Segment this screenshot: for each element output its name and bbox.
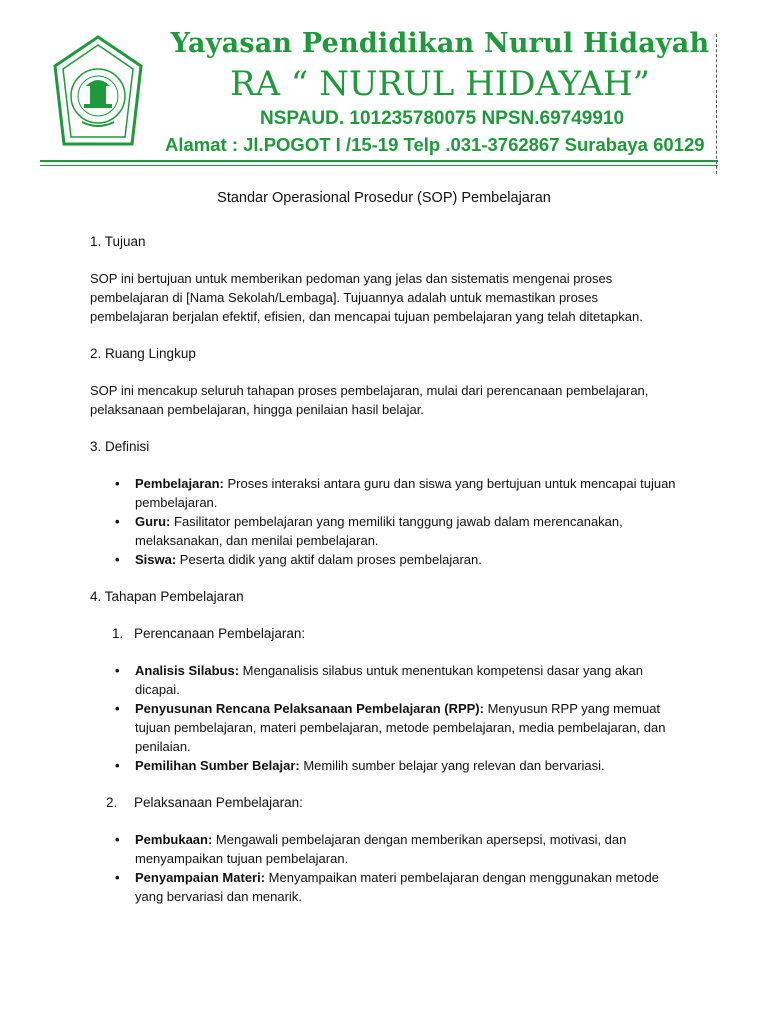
perencanaan-list [90, 661, 680, 775]
term-desc: Menganalisis silabus untuk menentukan kompetensi dasar yang akan dicapai. [135, 663, 644, 697]
term: Penyampaian Materi: [135, 870, 266, 885]
term: Analisis Silabus: [135, 663, 240, 678]
section-text-tujuan: SOP ini bertujuan untuk memberikan pedoman yang jelas dan sistematis mengenai proses pembelajaran di [Nama Sekolah/Lembaga]. Tujuannya adalah untuk memastikan proses pembelajaran berjalan efektif, efisien, dan mencapai tujuan pembelajaran yang telah ditetapkan. [90, 271, 643, 324]
letterhead-rule-thin [40, 165, 718, 166]
subheading-number: 2. [106, 795, 118, 810]
term: Pembelajaran: [135, 476, 224, 491]
school-ids: NSPAUD. 101235780075 NPSN.69749910 [260, 108, 625, 129]
term: Pembukaan: [135, 832, 213, 847]
letterhead-rule [40, 160, 718, 162]
list-item [135, 868, 680, 906]
list-item [135, 756, 680, 775]
subheading-label: Pelaksanaan Pembelajaran: [134, 795, 303, 810]
term-desc: Mengawali pembelajaran dengan memberikan apersepsi, motivasi, dan menyampaikan tujuan pembelajaran. [135, 832, 627, 866]
school-name: RA “ NURUL HIDAYAH” [229, 64, 651, 104]
subheading-perencanaan [112, 624, 680, 643]
term-desc: Proses interaksi antara guru dan siswa yang bertujuan untuk mencapai tujuan pembelajaran. [135, 476, 676, 510]
school-address: Alamat : Jl.POGOT I /15-19 Telp .031-3762867 Surabaya 60129 [165, 134, 705, 155]
document-title: Standar Operasional Prosedur (SOP) Pembelajaran [217, 190, 551, 206]
subheading-number: 1. [112, 626, 124, 641]
subheading-label: Perencanaan Pembelajaran: [134, 626, 306, 641]
pelaksanaan-list [90, 830, 680, 906]
section-heading-tahapan: 4. Tahapan Pembelajaran [90, 589, 244, 604]
term-desc: Memilih sumber belajar yang relevan dan bervariasi. [299, 758, 605, 773]
term-desc: Menyusun RPP yang memuat tujuan pembelajaran, materi pembelajaran, metode pembelajaran, media pembelajaran, dan penilaian. [135, 701, 666, 754]
list-item [135, 512, 680, 550]
term: Guru: [135, 514, 171, 529]
document-body [90, 232, 680, 924]
section-heading-definisi: 3. Definisi [90, 439, 150, 454]
foundation-name: Yayasan Pendidikan Nurul Hidayah [170, 28, 710, 59]
school-emblem-logo [52, 34, 144, 158]
term: Penyusunan Rencana Pelaksanaan Pembelajaran (RPP): [135, 701, 484, 716]
subheading-pelaksanaan [106, 793, 680, 812]
list-item [135, 474, 680, 512]
term-desc: Menyampaikan materi pembelajaran dengan menggunakan metode yang bervariasi dan menarik. [135, 870, 659, 904]
list-item [135, 550, 680, 569]
term-desc: Fasilitator pembelajaran yang memiliki tanggung jawab dalam merencanakan, melaksanakan, dan menilai pembelajaran. [135, 514, 623, 548]
list-item [135, 699, 680, 756]
term-desc: Peserta didik yang aktif dalam proses pembelajaran. [176, 552, 482, 567]
term: Pemilihan Sumber Belajar: [135, 758, 300, 773]
list-item [135, 830, 680, 868]
list-item [135, 661, 680, 699]
term: Siswa: [135, 552, 177, 567]
section-heading-tujuan: 1. Tujuan [90, 234, 146, 249]
definisi-list [90, 474, 680, 569]
section-text-ruang-lingkup: SOP ini mencakup seluruh tahapan proses pembelajaran, mulai dari perencanaan pembelajaran, pelaksanaan pembelajaran, hingga penilaian hasil belajar. [90, 383, 649, 417]
section-heading-ruang-lingkup: 2. Ruang Lingkup [90, 346, 196, 361]
page-margin-marker [716, 34, 717, 174]
